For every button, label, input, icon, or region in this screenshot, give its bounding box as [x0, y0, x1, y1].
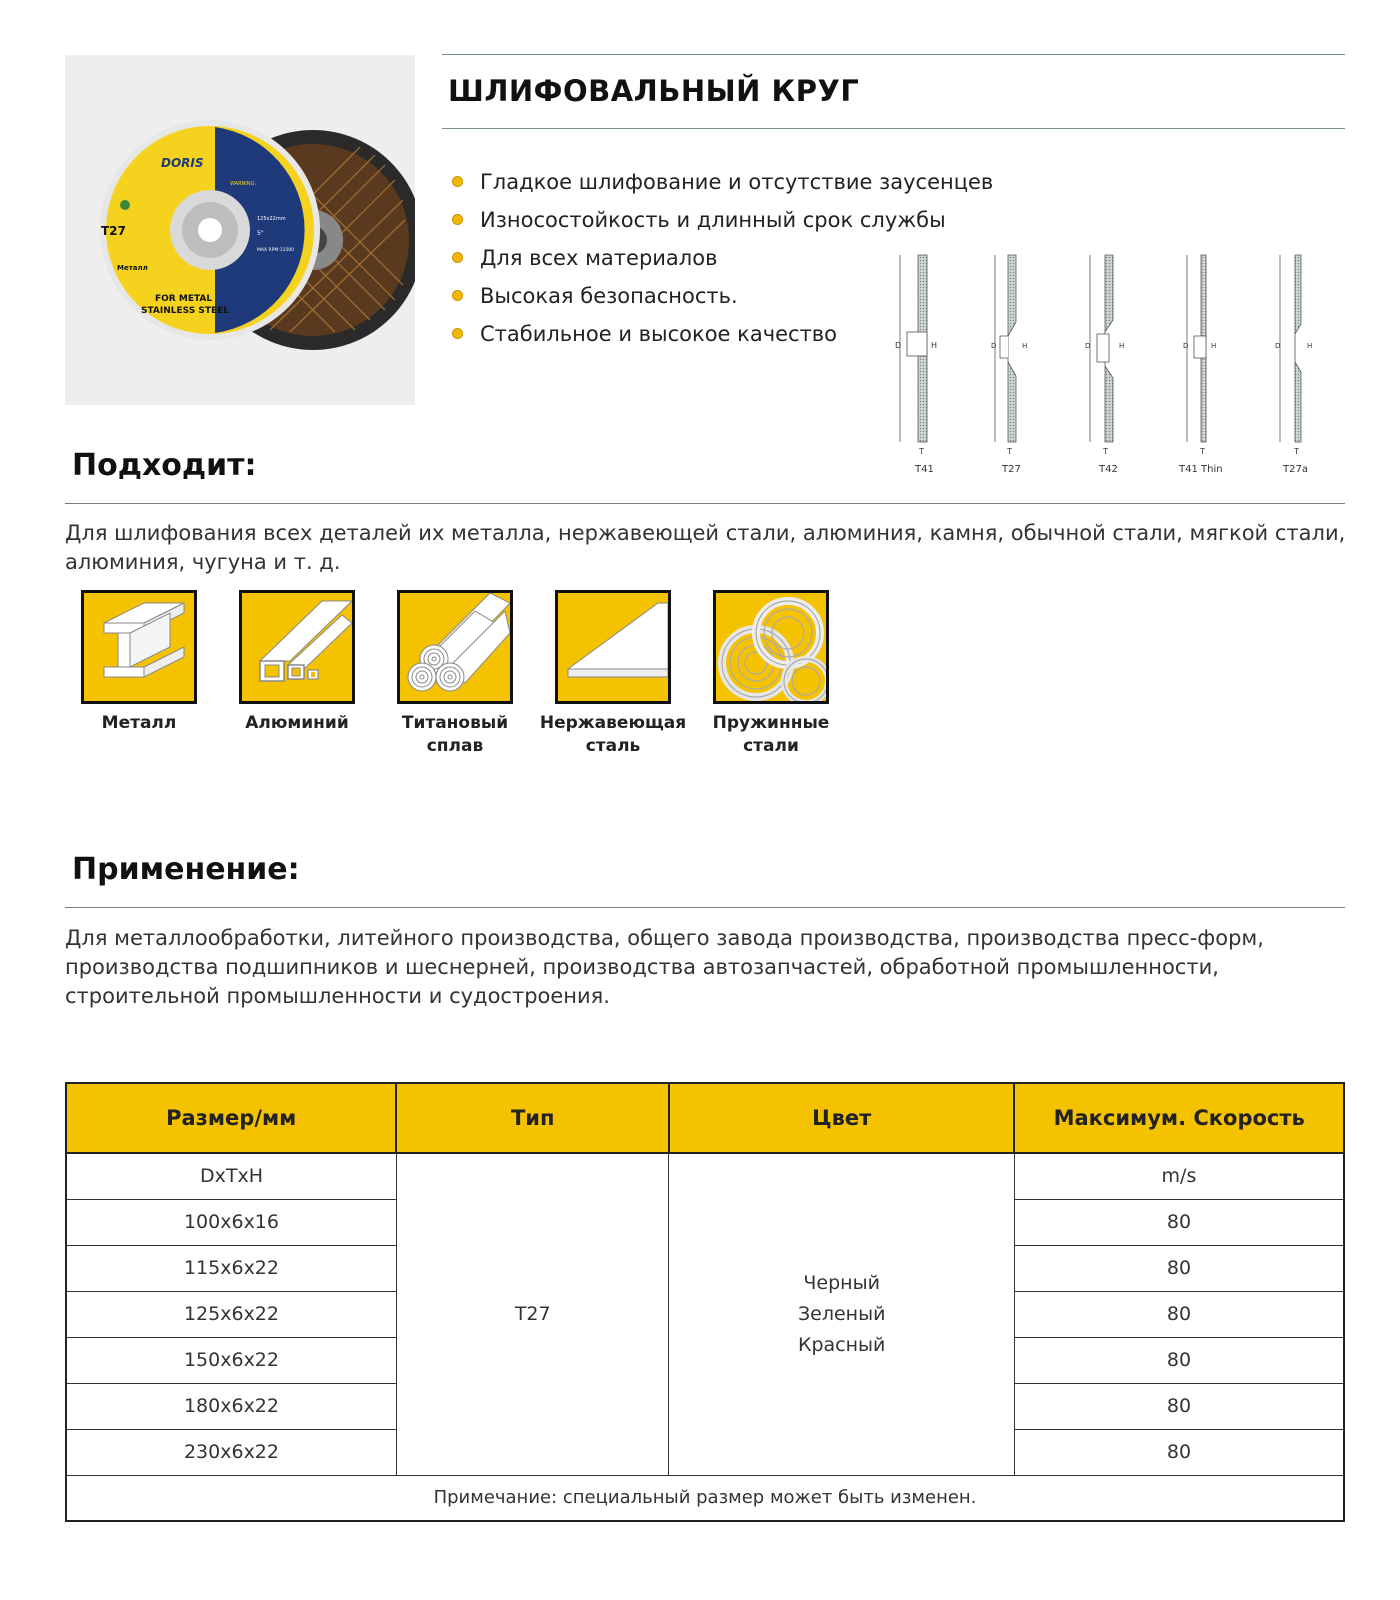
type-cell: T27: [396, 1153, 669, 1475]
size-cell: 125x6x22: [66, 1291, 396, 1337]
spec-table: [65, 1082, 1345, 1522]
title-rule-top: [442, 54, 1345, 55]
disc-type: T27: [101, 224, 126, 238]
feature-item: Для всех материалов: [450, 239, 993, 277]
disc-inch: 5": [257, 230, 264, 237]
bullet-icon: [452, 252, 463, 263]
aluminum-profile-icon: [239, 590, 355, 704]
size-cell: 100x6x16: [66, 1199, 396, 1245]
col-header-color: Цвет: [669, 1083, 1014, 1153]
material-item-spring: [692, 590, 850, 758]
application-text: Для металлообработки, литейного производства, общего завода производства, производства пресс-форм, производства подшипников и шеснерней, производства автозапчастей, обработной промышленности, строительной промышленности и судостроения.: [65, 926, 1264, 1008]
size-cell: 150x6x22: [66, 1337, 396, 1383]
suitable-rule: [65, 503, 1345, 504]
profile-t27a: [1275, 255, 1312, 475]
color-value: Черный: [803, 1271, 880, 1294]
spring-coil-icon: [713, 590, 829, 704]
profile-t41: [895, 255, 937, 475]
profile-label: T42: [1099, 464, 1118, 475]
svg-text:D: D: [1275, 342, 1281, 350]
material-item-aluminum: [218, 590, 376, 758]
size-cell: 230x6x22: [66, 1429, 396, 1475]
speed-cell: 80: [1014, 1429, 1344, 1475]
feature-item: Высокая безопасность.: [450, 277, 993, 315]
suitable-heading: Подходит:: [72, 448, 257, 483]
svg-text:H: H: [1307, 342, 1313, 350]
svg-text:H: H: [1211, 342, 1217, 350]
profile-t42: [1085, 255, 1124, 475]
table-note-row: [66, 1475, 1344, 1521]
titanium-bars-icon: [397, 590, 513, 704]
svg-text:T: T: [1294, 447, 1299, 456]
suitable-text: Для шлифования всех деталей их металла, нержавеющей стали, алюминия, камня, обычной стали, мягкой стали, алюминия, чугуна и т. д.: [65, 521, 1346, 574]
disc-profiles-diagram: [895, 250, 1340, 485]
table-header-row: [66, 1083, 1344, 1153]
size-cell: 115x6x22: [66, 1245, 396, 1291]
profile-label: T41: [915, 464, 934, 475]
materials-list: [60, 590, 850, 758]
material-item-metal: [60, 590, 218, 758]
disc-size: 125x22mm: [257, 216, 286, 222]
disc-label-1: FOR METAL: [155, 294, 213, 304]
profile-t41-thin: [1178, 255, 1223, 475]
material-label: Титановый сплав: [401, 713, 509, 756]
profile-label: T27: [1002, 464, 1021, 475]
table-row: [66, 1153, 1344, 1199]
size-cell: 180x6x22: [66, 1383, 396, 1429]
profile-label: T41 Thin: [1179, 464, 1223, 475]
col-header-size: Размер/мм: [66, 1083, 396, 1153]
material-label: Металл: [101, 713, 177, 733]
speed-cell: 80: [1014, 1383, 1344, 1429]
material-item-stainless: [534, 590, 692, 758]
svg-text:H: H: [931, 341, 938, 350]
disc-label-2: STAINLESS STEEL: [141, 306, 229, 316]
color-value: Зеленый: [797, 1302, 886, 1325]
size-unit-cell: DxTxH: [66, 1153, 396, 1199]
material-label: Пружинные стали: [712, 713, 830, 756]
speed-cell: 80: [1014, 1199, 1344, 1245]
svg-text:T: T: [1103, 447, 1108, 456]
svg-text:H: H: [1022, 342, 1028, 350]
application-rule: [65, 907, 1345, 908]
col-header-type: Тип: [396, 1083, 669, 1153]
profile-label: T27a: [1283, 464, 1308, 475]
material-label: Нержавеющая сталь: [539, 713, 687, 756]
application-heading: Применение:: [72, 852, 300, 887]
speed-cell: 80: [1014, 1337, 1344, 1383]
speed-unit-cell: m/s: [1014, 1153, 1344, 1199]
svg-text:D: D: [1183, 342, 1189, 350]
grinding-disc-illustration: [65, 55, 415, 405]
bullet-icon: [452, 290, 463, 301]
speed-cell: 80: [1014, 1291, 1344, 1337]
svg-text:H: H: [1119, 342, 1125, 350]
material-label: Алюминий: [245, 713, 349, 733]
title-rule-bottom: [442, 128, 1345, 129]
feature-item: Износостойкость и длинный срок службы: [450, 201, 993, 239]
bullet-icon: [452, 328, 463, 339]
product-photo: [65, 55, 415, 405]
table-note: Примечание: специальный размер может быть изменен.: [66, 1475, 1344, 1521]
material-item-titanium: [376, 590, 534, 758]
i-beam-icon: [81, 590, 197, 704]
page-title: ШЛИФОВАЛЬНЫЙ КРУГ: [448, 74, 860, 108]
speed-cell: 80: [1014, 1245, 1344, 1291]
svg-text:D: D: [1085, 342, 1091, 350]
disc-badge: Металл: [117, 264, 148, 272]
bullet-icon: [452, 176, 463, 187]
disc-warning: WARNING:: [230, 181, 257, 187]
disc-brand: DORIS: [161, 156, 204, 170]
color-cell: [669, 1153, 1014, 1475]
feature-item: Гладкое шлифование и отсутствие заусенцев: [450, 163, 993, 201]
col-header-speed: Максимум. Скорость: [1014, 1083, 1344, 1153]
svg-text:T: T: [1007, 447, 1012, 456]
svg-text:D: D: [895, 341, 902, 350]
disc-rpm: MAX RPM:11500: [257, 248, 295, 253]
profile-t27: [991, 255, 1027, 475]
color-value: Красный: [797, 1333, 886, 1356]
stainless-sheet-icon: [555, 590, 671, 704]
svg-text:D: D: [991, 342, 997, 350]
bullet-icon: [452, 214, 463, 225]
feature-item: Стабильное и высокое качество: [450, 315, 993, 353]
svg-text:T: T: [919, 447, 924, 456]
svg-text:T: T: [1200, 447, 1205, 456]
